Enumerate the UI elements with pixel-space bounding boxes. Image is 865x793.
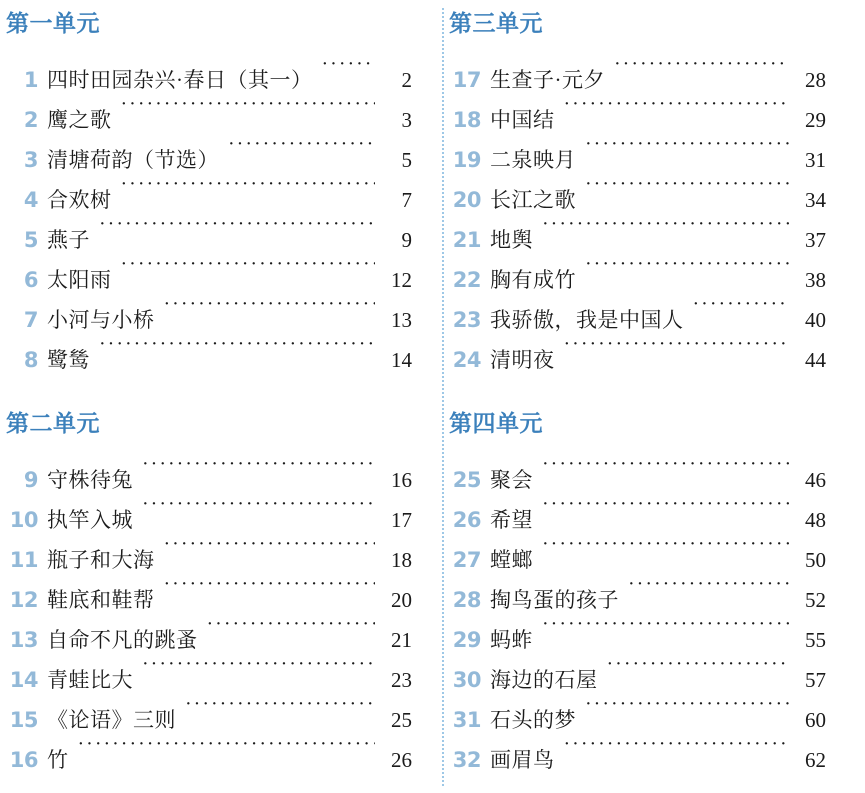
entry-page-number: 23 [391,668,412,692]
leader-dots [564,87,790,127]
leader-dots [542,527,789,567]
entry-number: 20 [452,188,481,212]
entry-page-number: 7 [401,188,412,212]
entry-title: 鞋底和鞋帮 [47,588,155,612]
entry-title: 掏鸟蛋的孩子 [490,588,619,612]
leader-dots [322,47,376,87]
entry-title: 燕子 [47,228,90,252]
entry-number: 2 [23,108,38,132]
leader-dots [542,487,789,527]
leader-dots [585,687,789,727]
entry-title: 鹭鸶 [47,348,90,372]
entry-page-number: 48 [805,508,826,532]
entry-title: 清明夜 [490,348,555,372]
entry-page-number: 55 [805,628,826,652]
entry-number: 6 [23,268,38,292]
entry-title: 蚂蚱 [490,628,533,652]
entry-title: 瓶子和大海 [47,548,155,572]
leader-dots [164,527,376,567]
leader-dots [564,327,790,367]
leader-dots [628,567,789,607]
entry-title: 清塘荷韵（节选） [47,148,219,172]
leader-dots [207,607,376,647]
entry-title: 聚会 [490,468,533,492]
entry-title: 竹 [47,748,69,772]
entry-page-number: 37 [805,228,826,252]
leader-dots [542,207,789,247]
toc-entry[interactable] [0,447,443,492]
entry-number: 21 [452,228,481,252]
entry-number: 7 [23,308,38,332]
entry-number: 5 [23,228,38,252]
entry-page-number: 46 [805,468,826,492]
entry-title: 生查子·元夕 [490,68,605,92]
entry-number: 15 [9,708,38,732]
entry-title: 地舆 [490,228,533,252]
toc-column-right [443,0,865,793]
leader-dots [585,247,789,287]
leader-dots [121,87,376,127]
leader-dots [78,727,376,767]
entry-list-unit-1 [0,47,443,372]
entry-page-number: 5 [401,148,412,172]
unit-section-2 [0,408,443,772]
leader-dots [99,327,375,367]
unit-section-3 [443,8,865,372]
entry-number: 9 [23,468,38,492]
entry-title: 太阳雨 [47,268,112,292]
toc-entry[interactable] [443,47,865,92]
entry-number: 29 [452,628,481,652]
entry-title: 合欢树 [47,188,112,212]
leader-dots [121,167,376,207]
leader-dots [142,447,375,487]
entry-title: 二泉映月 [490,148,576,172]
entry-page-number: 34 [805,188,826,212]
entry-page-number: 3 [401,108,412,132]
entry-title: 螳螂 [490,548,533,572]
entry-page-number: 14 [391,348,412,372]
entry-title: 《论语》三则 [47,708,176,732]
entry-title: 自命不凡的跳蚤 [47,628,198,652]
entry-list-unit-2 [0,447,443,772]
entry-page-number: 38 [805,268,826,292]
entry-title: 小河与小桥 [47,308,155,332]
leader-dots [142,487,375,527]
leader-dots [542,447,789,487]
entry-number: 14 [9,668,38,692]
entry-page-number: 13 [391,308,412,332]
entry-title: 鹰之歌 [47,108,112,132]
toc-entry[interactable] [0,47,443,92]
entry-page-number: 52 [805,588,826,612]
entry-number: 23 [452,308,481,332]
toc-entry[interactable] [443,447,865,492]
leader-dots [693,287,790,327]
entry-number: 22 [452,268,481,292]
unit-section-1 [0,8,443,372]
leader-dots [614,47,789,87]
entry-title: 长江之歌 [490,188,576,212]
entry-title: 四时田园杂兴·春日（其一） [47,68,313,92]
entry-page-number: 16 [391,468,412,492]
entry-page-number: 60 [805,708,826,732]
entry-page-number: 25 [391,708,412,732]
entry-number: 24 [452,348,481,372]
leader-dots [164,287,376,327]
leader-dots [99,207,375,247]
leader-dots [564,727,790,767]
unit-section-4 [443,408,865,772]
entry-number: 31 [452,708,481,732]
entry-number: 28 [452,588,481,612]
entry-title: 守株待兔 [47,468,133,492]
entry-page-number: 29 [805,108,826,132]
entry-title: 石头的梦 [490,708,576,732]
entry-page-number: 21 [391,628,412,652]
entry-number: 13 [9,628,38,652]
entry-title: 画眉鸟 [490,748,555,772]
entry-title: 我骄傲，我是中国人 [490,308,684,332]
leader-dots [121,247,376,287]
entry-title: 执竿入城 [47,508,133,532]
entry-number: 32 [452,748,481,772]
entry-number: 3 [23,148,38,172]
leader-dots [185,687,375,727]
entry-title: 胸有成竹 [490,268,576,292]
leader-dots [228,127,375,167]
entry-page-number: 50 [805,548,826,572]
entry-number: 27 [452,548,481,572]
entry-page-number: 17 [391,508,412,532]
entry-number: 26 [452,508,481,532]
entry-page-number: 62 [805,748,826,772]
entry-list-unit-3 [443,47,865,372]
unit-heading-4: 第四单元 [449,410,543,436]
entry-page-number: 12 [391,268,412,292]
leader-dots [142,647,375,687]
entry-number: 17 [452,68,481,92]
entry-number: 25 [452,468,481,492]
leader-dots [585,127,789,167]
unit-heading-1: 第一单元 [6,10,100,36]
leader-dots [607,647,790,687]
entry-title: 希望 [490,508,533,532]
entry-number: 19 [452,148,481,172]
entry-number: 8 [23,348,38,372]
entry-page-number: 18 [391,548,412,572]
entry-number: 4 [23,188,38,212]
entry-page-number: 44 [805,348,826,372]
entry-title: 青蛙比大 [47,668,133,692]
entry-number: 11 [9,548,38,572]
entry-title: 中国结 [490,108,555,132]
entry-page-number: 20 [391,588,412,612]
entry-list-unit-4 [443,447,865,772]
entry-page-number: 40 [805,308,826,332]
unit-heading-2: 第二单元 [6,410,100,436]
leader-dots [542,607,789,647]
entry-number: 30 [452,668,481,692]
unit-heading-3: 第三单元 [449,10,543,36]
entry-title: 海边的石屋 [490,668,598,692]
entry-page-number: 9 [401,228,412,252]
entry-page-number: 28 [805,68,826,92]
entry-number: 16 [9,748,38,772]
entry-page-number: 57 [805,668,826,692]
leader-dots [585,167,789,207]
entry-number: 10 [9,508,38,532]
entry-number: 18 [452,108,481,132]
entry-page-number: 2 [401,68,412,92]
entry-page-number: 31 [805,148,826,172]
entry-number: 1 [23,68,38,92]
entry-page-number: 26 [391,748,412,772]
entry-number: 12 [9,588,38,612]
leader-dots [164,567,376,607]
